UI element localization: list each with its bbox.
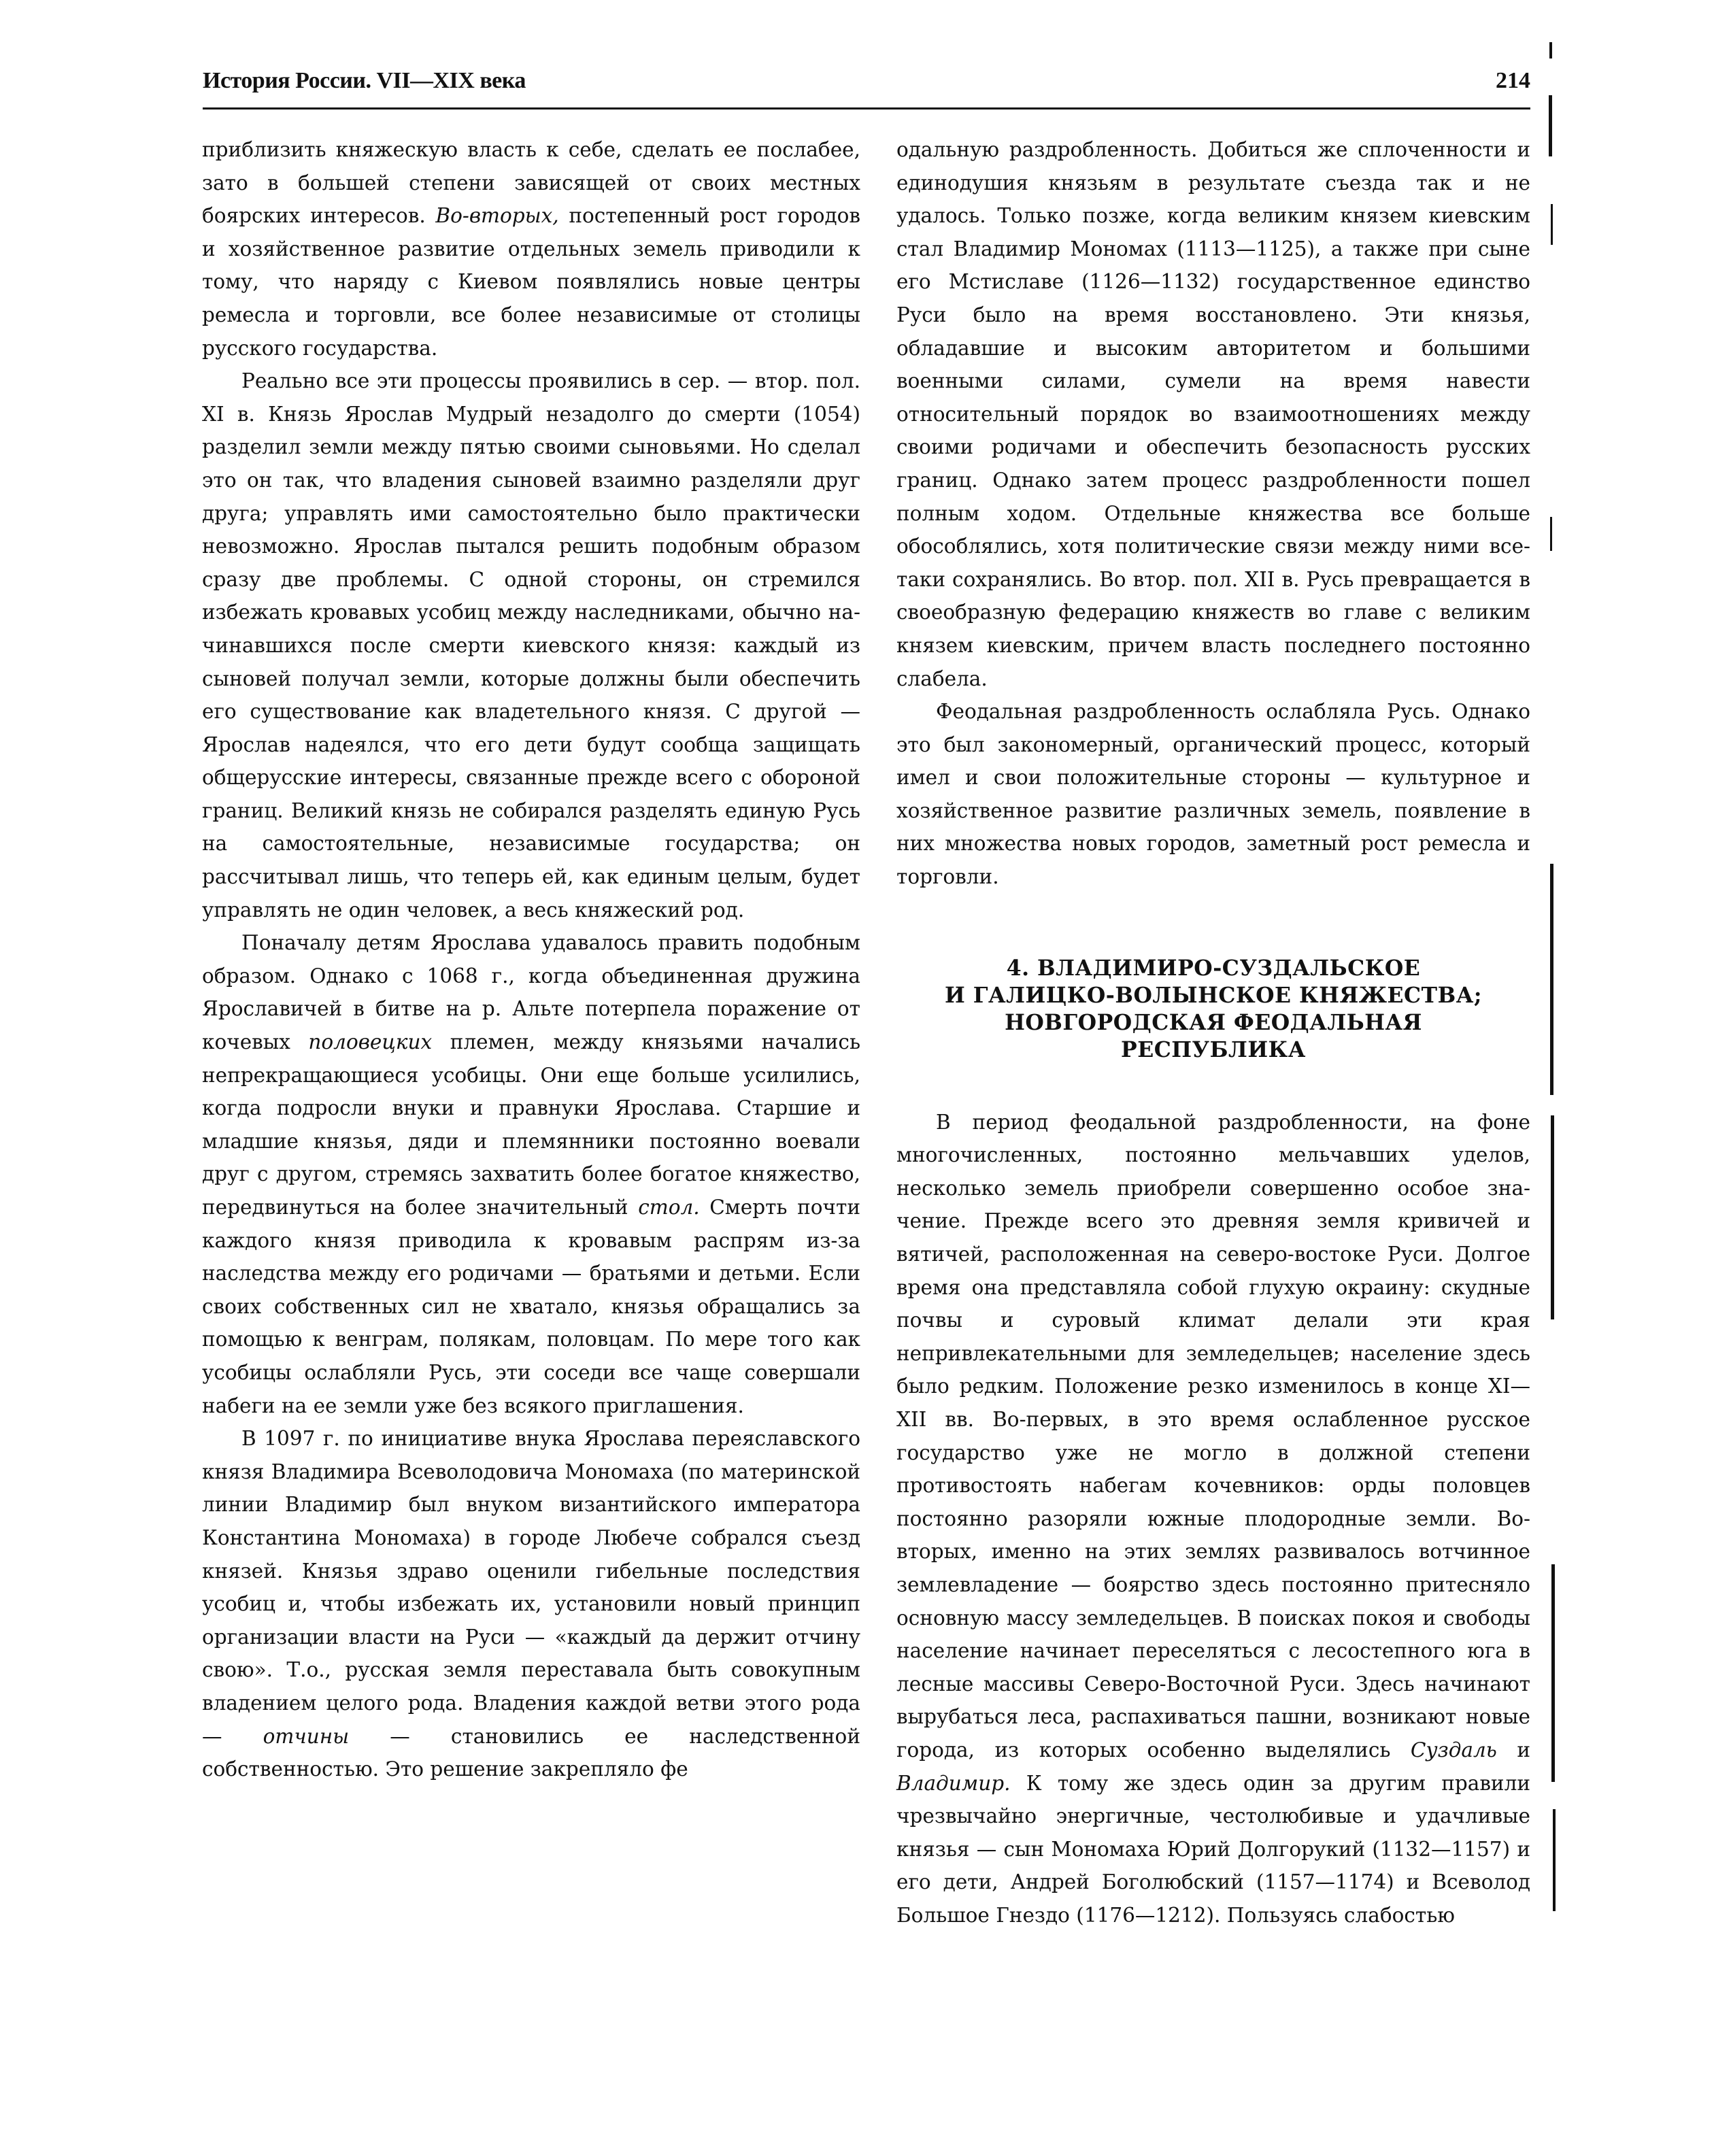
paragraph [896, 1106, 1530, 1932]
emphasis: стол. [638, 1196, 700, 1219]
emphasis: Во-вторых, [435, 204, 559, 228]
text-run: постепенный рост городов и хозяйственное развитие отдельных земель приводили к тому, что наряду с Киевом появлялись новые центры ремесла и торговли, все более независимые от столицы русского государства. [202, 204, 860, 360]
scan-edge-mark [1551, 204, 1553, 245]
scan-edge-mark [1550, 517, 1552, 551]
emphasis: Владимир. [896, 1771, 1011, 1795]
paragraph [202, 1422, 860, 1786]
section-heading [896, 955, 1530, 1064]
running-title: История России. VII—XIX века [203, 68, 526, 93]
text-run: племен, между князьями начались непрекращающиеся усобицы. Они еще больше усилились, когда подросли внуки и правнуки Ярослава. Старшие и младшие князья, дяди и племянники постоянно воевали друг с другом, стремясь захватить более богатое княжество, передвинуться на более значительный [202, 1030, 861, 1219]
scan-edge-mark [1551, 1115, 1554, 1319]
text-run: приблизить княжескую власть к себе, сделать ее послабее, зато в большей степени зависящей от своих местных боярских интересов. [202, 138, 860, 228]
text-run: Смерть почти каждого князя приводила к кровавым распрям из-за наследства между его родичами — братьями и детьми. Если своих собственных сил не хватало, князья обращались за помощью к венграм, полякам, половцам. По мере того как усобицы ослабляли Русь, эти соседи все чаще совершали набеги на ее земли уже без всякого приглашения. [202, 1196, 861, 1417]
paragraph: Феодальная раздробленность ослабляла Русь. Однако это был закономерный, органический процесс, который имел и свои положительные стороны — культурное и хозяйственное развитие различных земель, появление в них множества новых городов, заметный рост ремесла и торговли. [896, 700, 1530, 889]
section-heading-line: И ГАЛИЦКО-ВОЛЫНСКОЕ КНЯЖЕСТВА; [945, 982, 1482, 1008]
paragraph: Реально все эти процессы проявились в сер. — втор. пол. XI в. Князь Ярослав Мудрый незадолго до смерти (1054) разделил земли между пятью своими сыновьями. Но сделал это он так, что владения сыновей взаимно разделяли друг друга; управлять ими самостоятельно было практически невозможно. Ярослав пытался решить подобным образом сразу две проблемы. С одной стороны, он стремился избежать кровавых усобиц между наследниками, обычно начинавшихся после смерти киевского князя: каждый из сыновей получал земли, которые должны были обеспечить его существование как владетельного князя. С другой — Ярослав надеялся, что его дети будут сообща защищать общерусские интересы, связанные прежде всего с обороной границ. Великий князь не собирался разделять единую Русь на самостоятельные, независимые государства; он рассчитывал лишь, что теперь ей, как единым целым, будет управлять не один человек, а весь княжеский род. [202, 369, 860, 922]
scan-edge-mark [1549, 42, 1552, 58]
header-rule [203, 107, 1530, 110]
paragraph [202, 133, 860, 365]
text-run: К тому же здесь один за другим правили чрезвычайно энергичные, честолюбивые и удачливые князья — сын Мономаха Юрий Долгорукий (1132—1157) и его дети, Андрей Боголюбский (1157—1174) и Всеволод Большое Гнездо (1176—1212). Пользуясь слабостью [896, 1771, 1530, 1927]
text-run: и [1496, 1738, 1530, 1762]
text-run: — становились ее наследственной собственностью. Это решение закрепляло фе [202, 1724, 860, 1781]
paragraph [202, 926, 860, 1422]
right-column [896, 133, 1530, 1932]
emphasis: отчины [263, 1724, 350, 1748]
paragraph: одальную раздробленность. Добиться же сплоченности и единодушия князьям в результате съезда так и не удалось. Только позже, когда великим князем киевским стал Владимир Мономах (1113—1125), а также при сыне его Мстиславе (1126—1132) государственное единство Руси было на время восстановлено. Эти князья, обладавшие и высоким авторитетом и большими военными силами, сумели на время навести относительный порядок во взаимоотношениях между своими родичами и обеспечить безопасность русских границ. Однако затем процесс раздробленности пошел полным ходом. Отдельные княжества все больше обособлялись, хотя политические связи между ними все-таки сохранялись. Во втор. пол. XII в. Русь превращается в своеобразную федерацию княжеств во главе с великим князем киевским, причем власть последнего постоянно слабела. [896, 138, 1530, 690]
text-run: Поначалу детям Ярослава удавалось править подобным образом. Однако с 1068 г., когда объединенная дружина Ярославичей в битве на р. Альте потерпела поражение от кочевых [202, 931, 860, 1054]
text-run: В период феодальной раздробленности, на фоне многочисленных, постоянно мельчавших уделов, несколько земель приобрели совершенно особое значение. Прежде всего это древняя земля кривичей и вятичей, расположенная на северо-востоке Руси. Долгое время она представляла собой глухую окраину: скудные почвы и суровый климат делали эти края непривлекательными для земледельцев; население здесь было редким. Положение резко изменилось в конце XI—XII вв. Во-первых, в это время ослабленное русское государство уже не могло в должной степени противостоять набегам кочевников: орды половцев постоянно разоряли южные плодородные земли. Во-вторых, именно на этих землях развивалось вотчинное землевладение — боярство здесь постоянно притесняло основную массу земледельцев. В поисках покоя и свободы население начинает переселяться с лесостепного юга в лесные массивы Северо-Восточной Руси. Здесь начинают вырубаться леса, распахиваться пашни, возникают новые города, из которых особенно выделялись [896, 1110, 1530, 1762]
scan-edge-mark [1550, 864, 1553, 1095]
section-heading-line: НОВГОРОДСКАЯ ФЕОДАЛЬНАЯ [1005, 1009, 1422, 1035]
section-heading-line: РЕСПУБЛИКА [1121, 1037, 1306, 1062]
scan-edge-mark [1549, 95, 1552, 156]
scan-edge-mark [1551, 1564, 1555, 1782]
page-number: 214 [1496, 68, 1530, 93]
emphasis: Суздаль [1410, 1738, 1497, 1762]
left-column [202, 133, 860, 1786]
scan-edge-mark [1553, 1809, 1556, 1911]
section-heading-line: 4. ВЛАДИМИРО-СУЗДАЛЬСКОЕ [1006, 955, 1421, 981]
text-run: В 1097 г. по инициативе внука Ярослава переяславского князя Владимира Всеволодовича Мономаха (по материнской линии Владимир был внуком византийского императора Константина Мономаха) в городе Любече собрался съезд князей. Князья здраво оценили гибельные последствия усобиц и, чтобы избежать их, установили новый принцип организации власти на Руси — «каждый да держит отчину свою». Т.о., русская земля переставала быть совокупным владением целого рода. Владения каждой ветви этого рода — [202, 1427, 860, 1748]
emphasis: половецких [308, 1030, 433, 1054]
